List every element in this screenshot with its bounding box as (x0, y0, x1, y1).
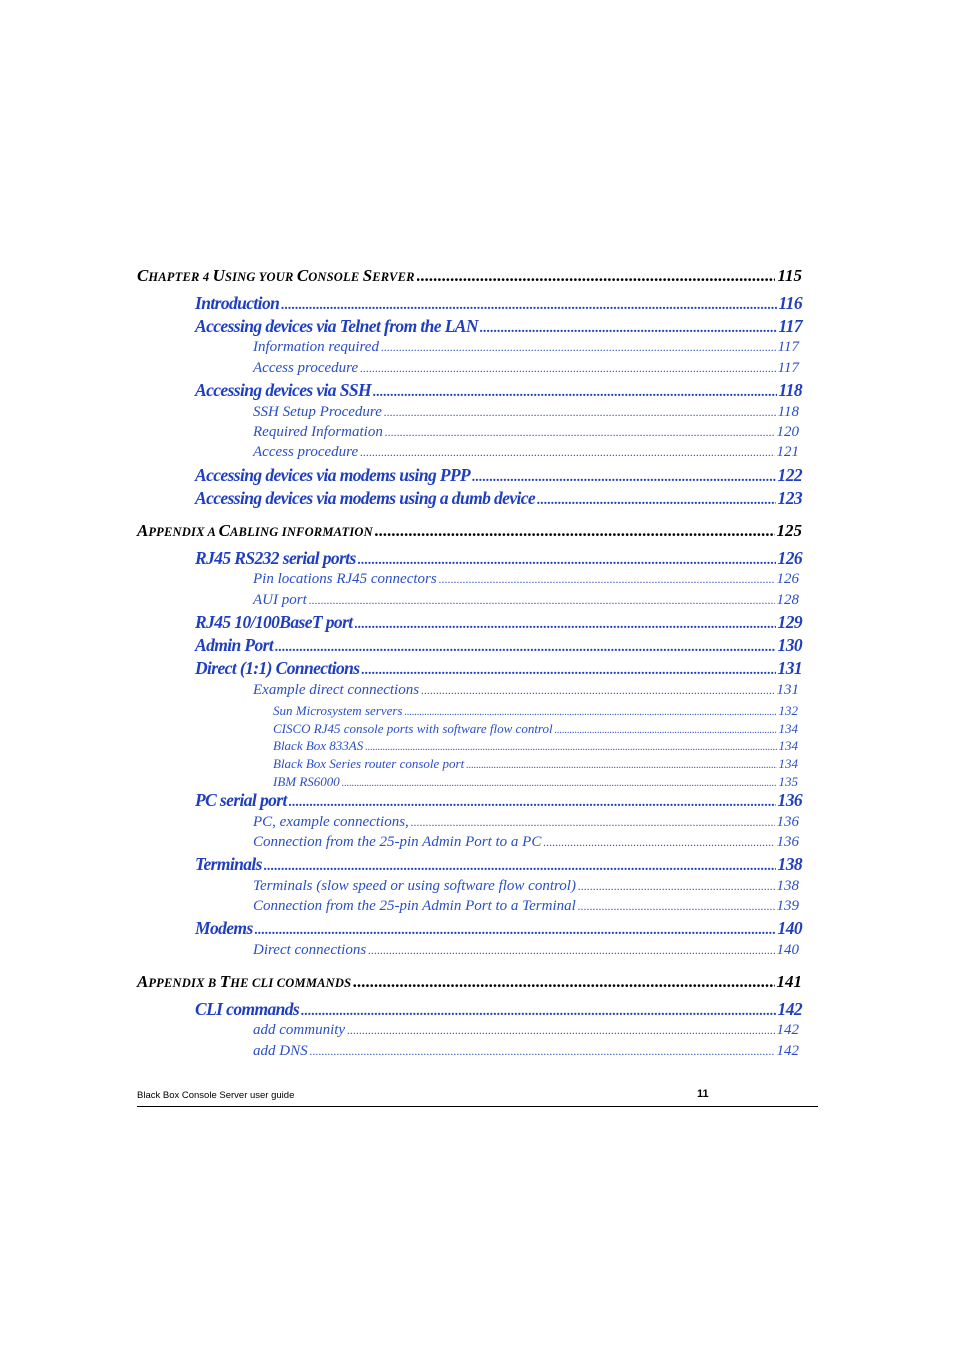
dot-leader (472, 470, 775, 486)
toc-subentry-pc-example[interactable] (253, 814, 799, 831)
toc-subentry-pin-locations[interactable] (253, 571, 799, 588)
dot-leader (543, 835, 774, 850)
toc-entry-title: Terminals (195, 854, 262, 874)
toc-entry-rj45-base[interactable] (195, 612, 802, 633)
toc-subentry-add-dns[interactable] (253, 1043, 799, 1060)
toc-entry-title: RJ45 RS232 serial ports (195, 548, 356, 568)
toc-page-number: 126 (776, 571, 799, 587)
toc-entry-modems-ppp[interactable] (195, 465, 802, 486)
dot-leader (375, 521, 775, 541)
toc-subsubentry-cisco[interactable] (273, 721, 798, 737)
toc-entry-title: Access procedure (253, 360, 359, 376)
dot-leader (360, 445, 774, 460)
toc-page-number: 140 (776, 942, 799, 958)
toc-page-number: 138 (776, 878, 799, 894)
toc-entry-title: Admin Port (195, 635, 274, 655)
toc-entry-introduction[interactable] (195, 293, 802, 314)
dot-leader (421, 683, 774, 698)
toc-entry-title: Connection from the 25-pin Admin Port to a Terminal (253, 898, 576, 914)
dot-leader (309, 593, 775, 608)
toc-subentry-conn-terminal[interactable] (253, 898, 799, 915)
dot-leader (537, 493, 775, 509)
dot-leader (281, 298, 776, 314)
toc-page-number: 123 (777, 488, 802, 508)
toc-page-number: 136 (776, 834, 799, 850)
toc-page-number: 118 (777, 404, 799, 420)
toc-entry-title: Example direct connections (253, 682, 420, 698)
toc-page-number: 131 (777, 658, 802, 678)
toc-entry-title: Terminals (slow speed or using software flow control) (253, 878, 576, 894)
toc-entry-title: Sun Microsystem servers (273, 703, 403, 718)
toc-page-number: 117 (777, 339, 799, 355)
toc-entry-title: PC, example connections, (253, 814, 409, 830)
toc-entry-cli-commands[interactable] (195, 999, 802, 1020)
toc-entry-title: Accessing devices via SSH (195, 380, 372, 400)
dot-leader (347, 1023, 774, 1038)
toc-page-number: 116 (778, 293, 802, 313)
toc-entry-title: Direct (1:1) Connections (195, 658, 360, 678)
toc-entry-title: Accessing devices via modems using PPP (195, 465, 471, 485)
dot-leader (360, 361, 776, 376)
toc-entry-title: Black Box Series router console port (273, 756, 465, 771)
toc-entry-title: Accessing devices via modems using a dumb device (195, 488, 536, 508)
toc-page-number: 121 (776, 444, 799, 460)
toc-page-number: 122 (777, 465, 802, 485)
toc-subentry-ssh-setup[interactable] (253, 404, 799, 421)
toc-entry-title: Introduction (195, 293, 280, 313)
toc-entry-title: Access procedure (253, 444, 359, 460)
toc-entry-direct-connections[interactable] (195, 658, 802, 679)
toc-page-number: 129 (777, 612, 802, 632)
toc-page-number: 142 (776, 1043, 799, 1059)
toc-entry-title: IBM RS6000 (273, 774, 340, 789)
toc-subsubentry-bb-router[interactable] (273, 756, 798, 772)
dot-leader (384, 405, 776, 420)
toc-entry-admin-port[interactable] (195, 635, 802, 656)
dot-leader (555, 725, 777, 736)
toc-appendix-a-title: APPENDIX A CABLING INFORMATION (137, 521, 373, 540)
dot-leader (361, 663, 775, 679)
toc-page-number: 141 (776, 972, 802, 991)
toc-page-number: 134 (778, 756, 798, 771)
toc-entry-title: Connection from the 25-pin Admin Port to a PC (253, 834, 542, 850)
dot-leader (411, 815, 775, 830)
footer-divider (137, 1106, 818, 1107)
toc-entry-terminals[interactable] (195, 854, 802, 875)
toc-page-number: 118 (778, 380, 802, 400)
toc-entry-title: RJ45 10/100BaseT port (195, 612, 353, 632)
toc-page-number: 136 (777, 790, 802, 810)
toc-subentry-example-direct[interactable] (253, 682, 799, 699)
toc-entry-title: CLI commands (195, 999, 300, 1019)
toc-entry-title: add community (253, 1022, 346, 1038)
toc-page-number: 131 (776, 682, 799, 698)
dot-leader (264, 859, 776, 875)
dot-leader (385, 425, 775, 440)
toc-page-number: 128 (776, 592, 799, 608)
dot-leader (301, 1004, 775, 1020)
dot-leader (439, 572, 775, 587)
toc-subsubentry-sun[interactable] (273, 703, 798, 719)
toc-subsubentry-ibm[interactable] (273, 774, 798, 790)
toc-chapter-4[interactable] (137, 266, 802, 286)
toc-entry-title: AUI port (253, 592, 307, 608)
toc-subentry-add-community[interactable] (253, 1022, 799, 1039)
dot-leader (368, 943, 774, 958)
dot-leader (255, 923, 776, 939)
toc-page-number: 139 (776, 898, 799, 914)
toc-chapter-4-title: CHAPTER 4 USING YOUR CONSOLE SERVER (137, 266, 415, 285)
toc-page-number: 134 (778, 738, 798, 753)
toc-entry-title: CISCO RJ45 console ports with software flow control (273, 721, 553, 736)
toc-subentry-required-info[interactable] (253, 424, 799, 441)
dot-leader (381, 340, 776, 355)
toc-entry-rj45-serial[interactable] (195, 548, 802, 569)
dot-leader (417, 266, 776, 286)
dot-leader (480, 321, 777, 337)
dot-leader (289, 795, 776, 811)
toc-subentry-info-required[interactable] (253, 339, 799, 356)
toc-entry-title: Black Box 833AS (273, 738, 364, 753)
dot-leader (578, 899, 775, 914)
toc-entry-title: PC serial port (195, 790, 287, 810)
dot-leader (578, 879, 775, 894)
dot-leader (405, 707, 777, 718)
toc-entry-title: add DNS (253, 1043, 308, 1059)
toc-page-number: 134 (778, 721, 798, 736)
toc-entry-title: Information required (253, 339, 379, 355)
toc-page-number: 125 (776, 521, 802, 540)
toc-page-number: 142 (776, 1022, 799, 1038)
footer-page-number: 11 (697, 1088, 709, 1100)
toc-entry-title: Modems (195, 918, 253, 938)
toc-entry-ssh[interactable] (195, 380, 802, 401)
toc-subentry-aui-port[interactable] (253, 592, 799, 609)
toc-entry-title: Required Information (253, 424, 383, 440)
dot-leader (275, 640, 775, 656)
toc-page-number: 117 (778, 316, 802, 336)
dot-leader (373, 385, 776, 401)
toc-subentry-direct-connections[interactable] (253, 942, 799, 959)
toc-page-number: 126 (777, 548, 802, 568)
toc-page-number: 117 (777, 360, 799, 376)
toc-entry-telnet[interactable] (195, 316, 802, 337)
toc-subentry-access-procedure[interactable] (253, 360, 799, 377)
toc-entry-title: Accessing devices via Telnet from the LAN (195, 316, 478, 336)
toc-page-number: 120 (776, 424, 799, 440)
toc-appendix-b[interactable] (137, 972, 802, 992)
toc-page-number: 136 (776, 814, 799, 830)
dot-leader (358, 553, 776, 569)
toc-entry-title: SSH Setup Procedure (253, 404, 382, 420)
toc-entry-modems[interactable] (195, 918, 802, 939)
toc-page-number: 130 (777, 635, 802, 655)
dot-leader (365, 742, 776, 753)
toc-subsubentry-bb833[interactable] (273, 738, 798, 754)
toc-entry-title: Pin locations RJ45 connectors (253, 571, 437, 587)
toc-appendix-b-title: APPENDIX B THE CLI COMMANDS (137, 972, 352, 991)
toc-page-number: 140 (777, 918, 802, 938)
toc-page-number: 142 (777, 999, 802, 1019)
dot-leader (353, 972, 774, 992)
dot-leader (355, 617, 776, 633)
toc-appendix-a[interactable] (137, 521, 802, 541)
toc-subentry-access-procedure-2[interactable] (253, 444, 799, 461)
dot-leader (342, 778, 777, 789)
dot-leader (310, 1044, 775, 1059)
footer-title: Black Box Console Server user guide (137, 1090, 295, 1101)
toc-page-number: 138 (777, 854, 802, 874)
toc-page-number: 135 (778, 774, 798, 789)
toc-page-number: 132 (778, 703, 798, 718)
toc-subentry-terminals-slow[interactable] (253, 878, 799, 895)
dot-leader (466, 760, 776, 771)
toc-page-number: 115 (777, 266, 802, 285)
toc-entry-modems-dumb[interactable] (195, 488, 802, 509)
toc-entry-pc-serial[interactable] (195, 790, 802, 811)
toc-entry-title: Direct connections (253, 942, 367, 958)
toc-subentry-conn-pc[interactable] (253, 834, 799, 851)
